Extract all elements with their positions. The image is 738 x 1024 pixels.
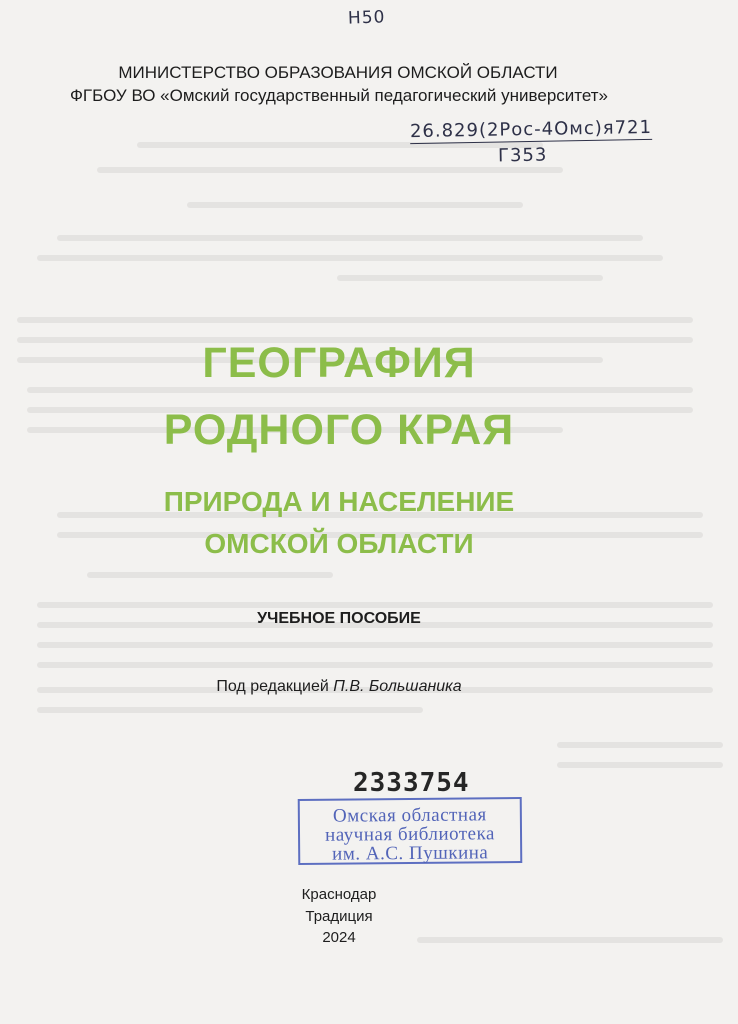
imprint-year: 2024 (322, 929, 356, 946)
book-title-line-2: РОДНОГО КРАЯ (163, 406, 515, 454)
editor-name: П.В. Большаника (333, 678, 462, 695)
ministry-name: МИНИСТЕРСТВО ОБРАЗОВАНИЯ ОМСКОЙ ОБЛАСТИ (118, 63, 558, 82)
handwritten-shelf-code: 26.829(2Рос-4Омс)я721 (409, 116, 653, 143)
stamp-line-2: научная библиотека (325, 823, 496, 846)
editor-prefix: Под редакцией (216, 678, 329, 695)
publication-type: УЧЕБНОЕ ПОСОБИЕ (257, 610, 421, 627)
handwritten-author-mark: Г353 (497, 144, 548, 167)
library-stamp (298, 797, 523, 865)
stamp-line-1: Омская областная (332, 804, 487, 827)
stamp-line-3: им. А.С. Пушкина (332, 842, 489, 865)
inventory-number: 2333754 (353, 768, 470, 798)
book-title-line-1: ГЕОГРАФИЯ (202, 339, 476, 387)
book-subtitle-line-2: ОМСКОЙ ОБЛАСТИ (204, 528, 474, 559)
university-name: ФГБОУ ВО «Омский государственный педагогический университет» (69, 86, 608, 105)
imprint-city: Краснодар (301, 886, 377, 903)
imprint-publisher: Традиция (305, 908, 373, 925)
book-subtitle-line-1: ПРИРОДА И НАСЕЛЕНИЕ (163, 486, 515, 517)
editor-credit (0, 678, 678, 696)
handwritten-top-mark: Н50 (347, 7, 386, 29)
